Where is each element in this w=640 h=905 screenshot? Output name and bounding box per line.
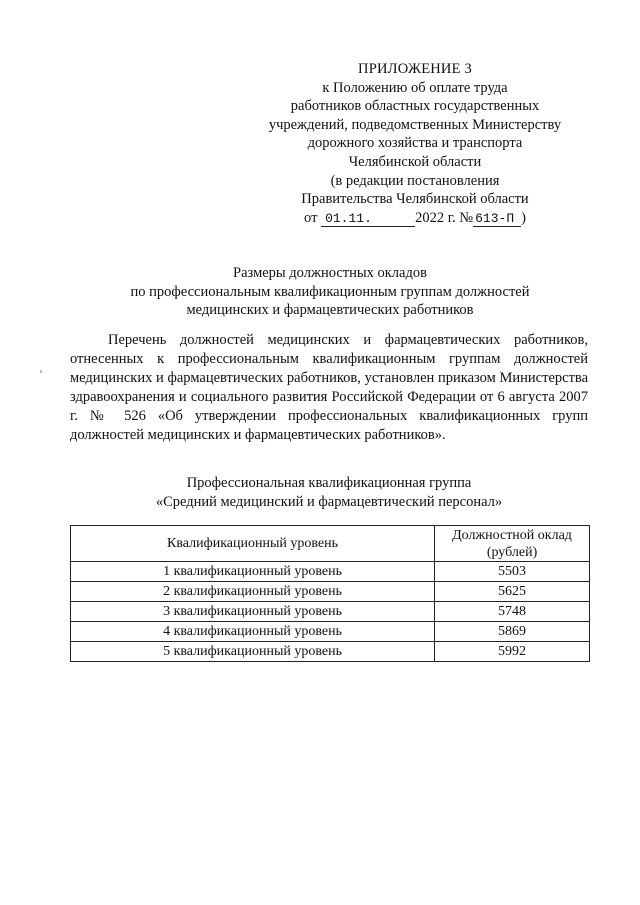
heading-line: Размеры должностных окладов [233, 265, 427, 281]
closing-paren: ) [521, 209, 526, 226]
intro-paragraph: Перечень должностей медицинских и фармацевтических работников, отнесенных к профессиональным квалификационным группам должностей медицинских и фармацевтических работников, установлен приказом Министерства здравоохранения и социального развития Российской Федерации от 6 августа 2007 г. № 526 «Об утверждении профессиональных квалификационных групп должностей медицинских и фармацевтических работников». [70, 332, 588, 443]
cell-level: 3 квалификационный уровень [71, 602, 435, 622]
appendix-line: (в редакции постановления [330, 172, 500, 189]
date-prefix: от [304, 209, 318, 226]
appendix-line: Челябинской области [348, 153, 482, 170]
salary-table [70, 525, 590, 662]
cell-salary: 5869 [435, 622, 590, 642]
cell-level: 4 квалификационный уровень [71, 622, 435, 642]
cell-salary: 5748 [435, 602, 590, 622]
appendix-title: ПРИЛОЖЕНИЕ 3 [358, 61, 472, 77]
group-title-line: Профессиональная квалификационная группа [186, 475, 472, 491]
cell-level: 2 квалификационный уровень [71, 582, 435, 602]
resolution-date: 01.11. [321, 211, 415, 227]
table-row [71, 582, 590, 602]
appendix-line: к Положению об оплате труда [322, 79, 508, 96]
header-salary-unit: (рублей) [486, 544, 538, 560]
table-row [71, 562, 590, 582]
document-heading [70, 264, 590, 320]
resolution-reference-line [250, 209, 580, 228]
table-header-row [71, 526, 590, 562]
table-row [71, 622, 590, 642]
appendix-line: дорожного хозяйства и транспорта [307, 135, 523, 152]
cell-level: 1 квалификационный уровень [71, 562, 435, 582]
table-row [71, 602, 590, 622]
header-salary [435, 526, 590, 562]
table-row [71, 642, 590, 662]
group-title-line: «Средний медицинский и фармацевтический персонал» [155, 493, 503, 510]
heading-line: по профессиональным квалификационным группам должностей [130, 283, 530, 300]
cell-salary: 5625 [435, 582, 590, 602]
resolution-year: 2022 г. № [415, 209, 474, 226]
cell-level: 5 квалификационный уровень [71, 642, 435, 662]
group-title [70, 474, 588, 511]
header-level: Квалификационный уровень [71, 526, 435, 562]
margin-mark [40, 370, 42, 373]
heading-line: медицинских и фармацевтических работников [186, 302, 474, 319]
appendix-line: учреждений, подведомственных Министерству [268, 116, 562, 133]
appendix-line: работников областных государственных [290, 98, 540, 115]
appendix-block [250, 60, 580, 227]
appendix-line: Правительства Челябинской области [301, 191, 529, 208]
resolution-number: 613-П [473, 211, 521, 227]
cell-salary: 5503 [435, 562, 590, 582]
header-salary-line: Должностной оклад [452, 527, 572, 543]
cell-salary: 5992 [435, 642, 590, 662]
